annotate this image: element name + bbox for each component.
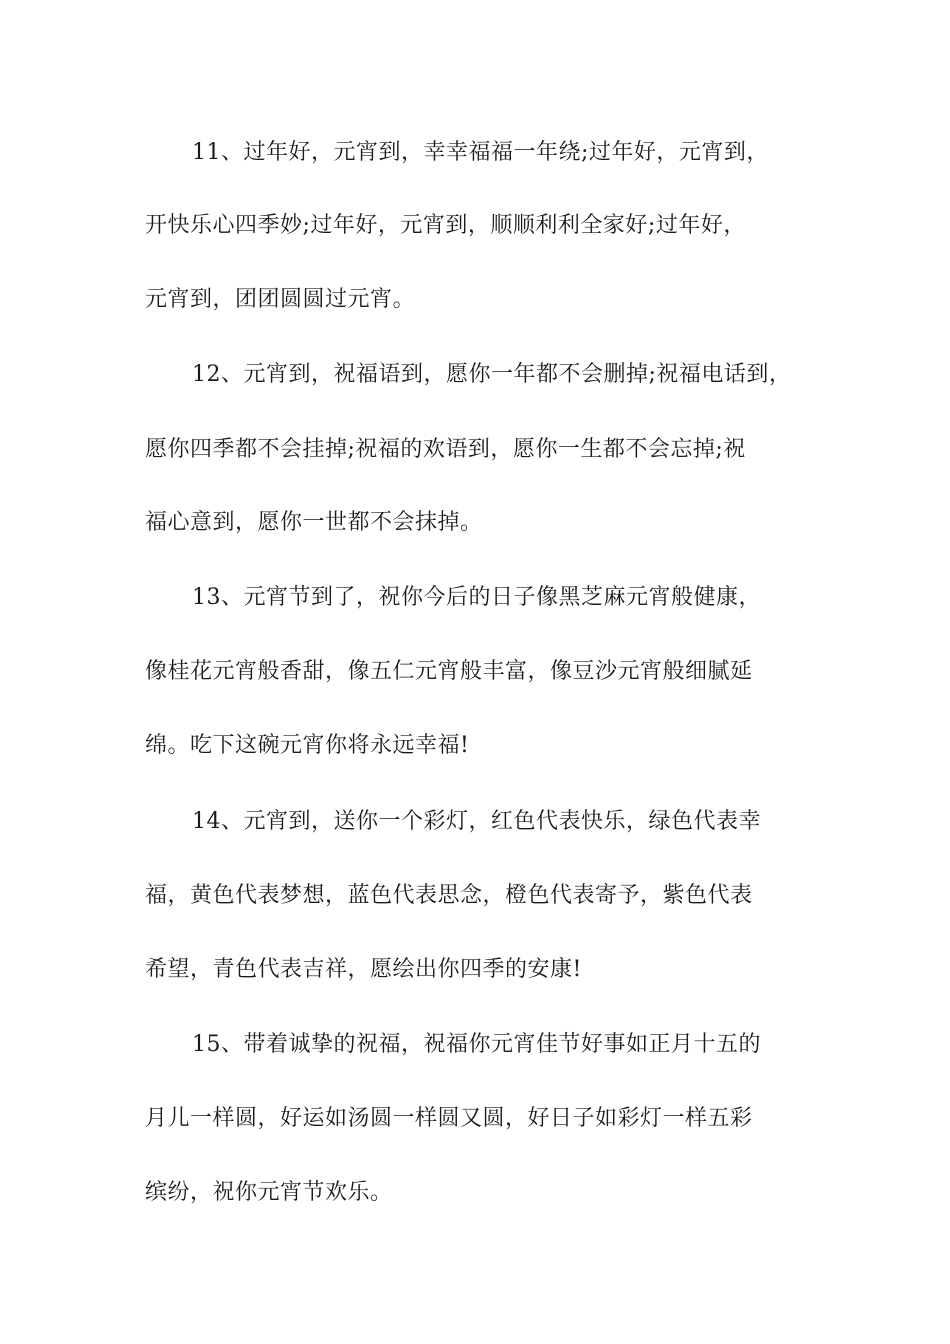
text-line: 开快乐心四季妙;过年好，元宵到，顺顺利利全家好;过年好， <box>145 213 746 238</box>
text-line: 14、元宵到，送你一个彩灯，红色代表快乐，绿色代表幸 <box>192 809 761 834</box>
text-line: 缤纷，祝你元宵节欢乐。 <box>145 1180 393 1205</box>
text-line: 15、带着诚挚的祝福，祝福你元宵佳节好事如正月十五的 <box>192 1032 761 1057</box>
text-line: 11、过年好，元宵到，幸幸福福一年绕;过年好，元宵到， <box>192 140 769 165</box>
text-line: 福，黄色代表梦想，蓝色代表思念，橙色代表寄予，紫色代表 <box>145 883 753 908</box>
text-line: 13、元宵节到了，祝你今后的日子像黑芝麻元宵般健康， <box>192 585 761 610</box>
text-line: 希望，青色代表吉祥，愿绘出你四季的安康! <box>145 957 582 982</box>
text-line: 绵。吃下这碗元宵你将永远幸福! <box>145 733 470 758</box>
text-line: 月儿一样圆，好运如汤圆一样圆又圆，好日子如彩灯一样五彩 <box>145 1106 753 1131</box>
text-line: 像桂花元宵般香甜，像五仁元宵般丰富，像豆沙元宵般细腻延 <box>145 659 753 684</box>
text-line: 愿你四季都不会挂掉;祝福的欢语到，愿你一生都不会忘掉;祝 <box>145 437 746 462</box>
text-line: 元宵到，团团圆圆过元宵。 <box>145 287 416 312</box>
text-line: 12、元宵到，祝福语到，愿你一年都不会删掉;祝福电话到， <box>192 362 792 387</box>
text-line: 福心意到，愿你一世都不会抹掉。 <box>145 510 483 535</box>
